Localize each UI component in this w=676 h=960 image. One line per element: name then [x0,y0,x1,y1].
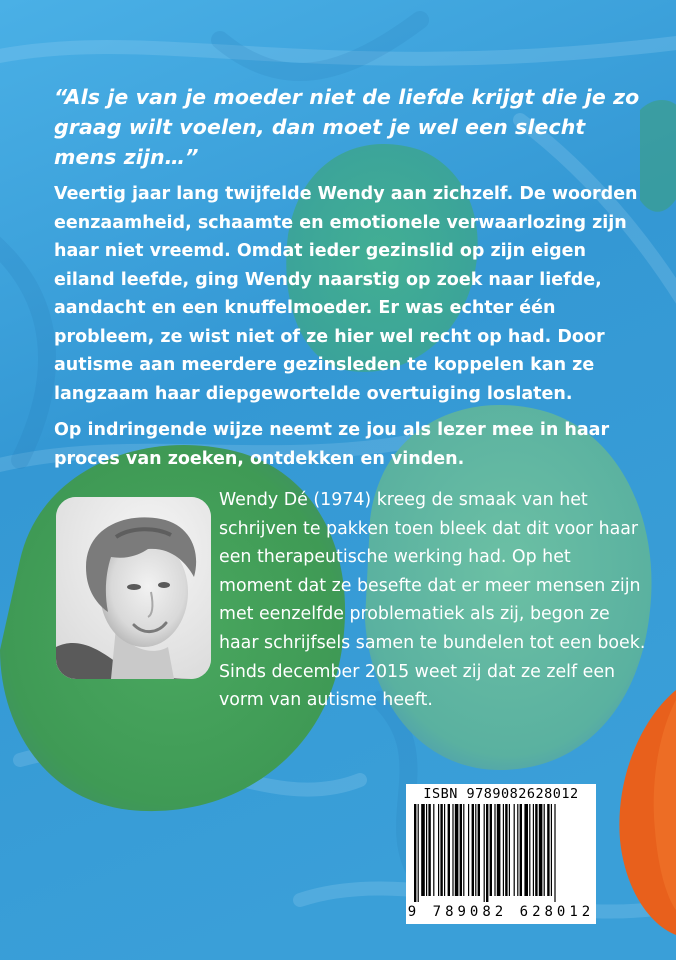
barcode-bar [460,804,462,896]
author-bio: Wendy Dé (1974) kreeg de smaak van het schrijven te pakken toen bleek dat dit voor haar een therapeutische werking had. Op het moment dat ze besefte dat er meer mensen zijn met eenzelfde problematiek als zij, begon ze haar schrijfsels samen te bundelen tot een boek. Sinds december 2015 weet zij dat ze zelf een vorm van autisme heeft. [219,490,646,711]
barcode-bar [433,804,434,896]
barcode-bar [455,804,459,896]
barcode-bar [475,804,476,896]
barcode-bar [484,804,485,902]
barcode-bar [544,804,545,896]
barcode-bar [426,804,427,896]
barcode-bar [503,804,504,896]
barcode-bar [486,804,488,902]
barcode-bar [414,804,416,902]
barcode-bar [533,804,534,896]
barcode-bar [452,804,453,896]
isbn-barcode [406,784,596,924]
barcode-bar [514,804,515,896]
isbn-label: ISBN 9789082628012 [423,786,579,802]
barcode-bar [440,804,442,896]
barcode-bar [418,804,419,902]
barcode-bar [535,804,537,896]
author-portrait-image [56,497,211,679]
ean-digits: 9 789082 628012 [407,904,595,920]
back-cover-text [54,82,644,481]
barcode-bar [551,804,552,896]
barcode-bar [472,804,474,896]
barcode-bar [524,804,528,896]
barcode-bar [421,804,425,896]
barcode-bar [448,804,450,896]
barcode-bar [497,804,501,896]
barcode-bar [509,804,510,896]
barcode-bar [505,804,507,896]
barcode-bar [547,804,549,896]
quote: “Als je van je moeder niet de liefde krijgt die je zo graag wilt voelen, dan moet je wel een slecht mens zijn…” [54,85,640,169]
barcode-bar [517,804,518,896]
barcode-bar [438,804,439,896]
barcode-bar [478,804,480,896]
barcode-bar [444,804,445,896]
barcode-bar [529,804,530,896]
barcode-bar [520,804,522,896]
author-photo [56,497,211,679]
barcode-bar [494,804,495,896]
barcode-bars [414,804,588,902]
barcode-bar [468,804,469,896]
synopsis-paragraph-2: Op indringende wijze neemt ze jou als lezer mee in haar proces van zoeken, ontdekken en vinden. [54,420,610,469]
barcode-bar [554,804,555,902]
synopsis-paragraph-1: Veertig jaar lang twijfelde Wendy aan zichzelf. De woorden eenzaamheid, schaamte en emotionele verwaarlozing zijn haar niet vreemd. Omdat ieder gezinslid op zijn eigen eiland leefde, ging Wendy naarstig op zoek naar liefde, aandacht en een knuffelmoeder. Er was echter één probleem, ze wist niet of ze hier wel recht op had. Door autisme aan meerdere gezinsleden te koppelen kan ze langzaam haar diepgewortelde overtuiging loslaten. [54,184,638,404]
barcode-bar [463,804,464,896]
barcode-bar [490,804,492,896]
barcode-bar [428,804,430,896]
barcode-bar [539,804,543,896]
